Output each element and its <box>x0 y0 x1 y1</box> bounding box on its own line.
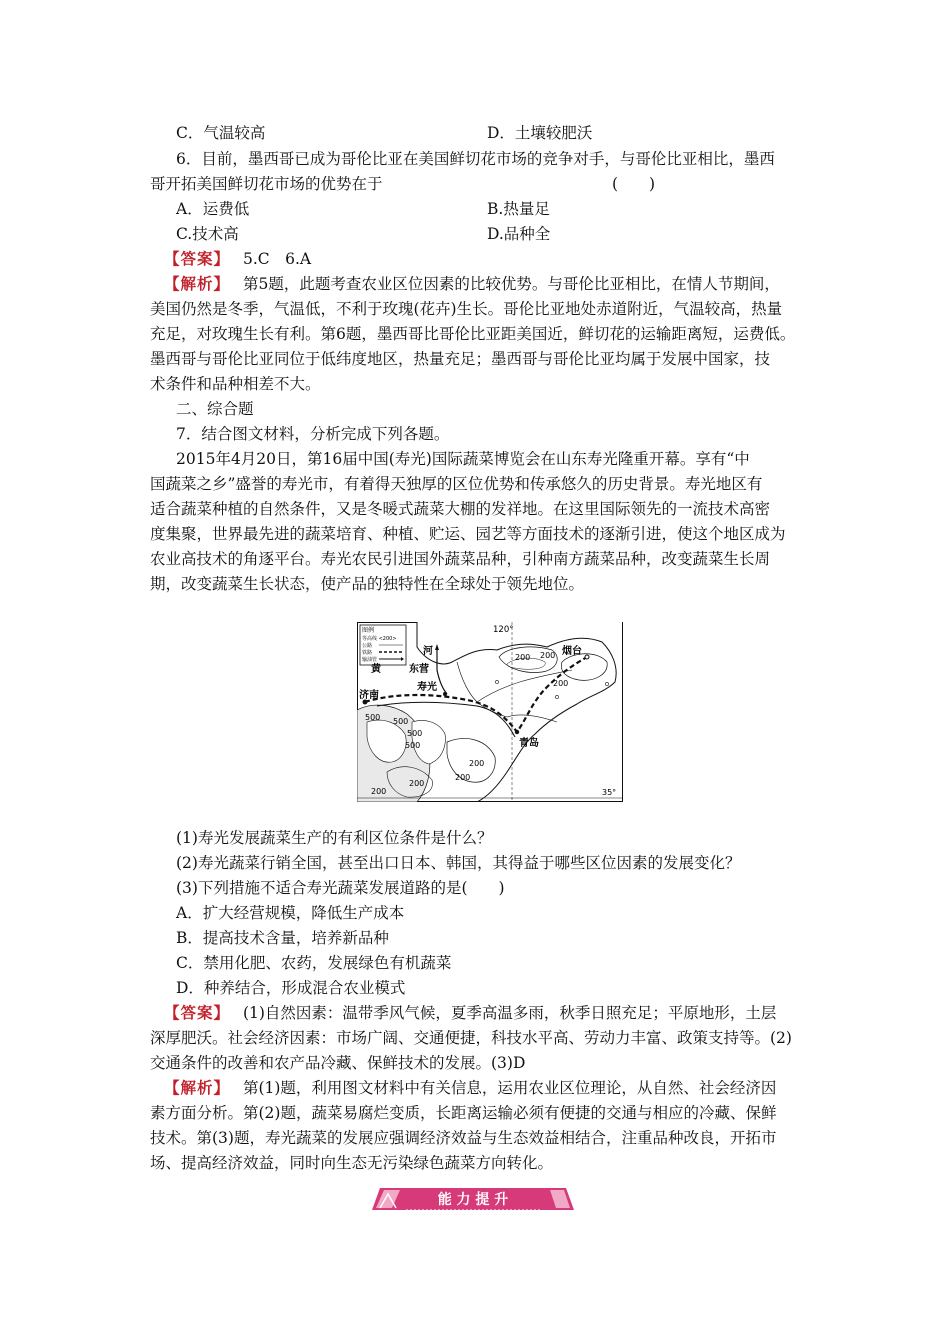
city-shouguang: 寿光 <box>417 682 437 693</box>
q7-paragraph: 国蔬菜之乡”盛誉的寿光市，有着得天独厚的区位优势和传承悠久的历史背景。寿光地区有 <box>150 475 763 493</box>
q6-stem-line2: 哥开拓美国鲜切花市场的优势在于 <box>150 175 383 193</box>
q7-option-d: D．种养结合，形成混合农业模式 <box>176 979 406 997</box>
city-yantai: 烟台 <box>562 646 582 657</box>
analysis-line: 场、提高经济效益，同时向生态无污染绿色蔬菜方向转化。 <box>150 1154 554 1172</box>
legend-road: 公路 <box>362 643 373 649</box>
contour-label: 200 <box>469 759 485 768</box>
city-qingdao: 青岛 <box>519 738 539 749</box>
lon-label: 120° <box>493 625 514 635</box>
contour-label: 200 <box>409 779 425 788</box>
q7-intro: 7．结合图文材料，分析完成下列各题。 <box>176 425 450 443</box>
analysis-line: 术条件和品种相差不大。 <box>150 375 321 393</box>
analysis-tag: 【解析】 <box>164 275 231 293</box>
section-heading: 二、综合题 <box>176 400 254 418</box>
q6-option-c: C.技术高 <box>176 225 239 243</box>
contour-label: 500 <box>393 717 409 726</box>
analysis-line: 技术。第(3)题，寿光蔬菜的发展应强调经济效益与生态效益相结合，注重品种改良，开拓市 <box>150 1129 777 1147</box>
legend-contour: 等高线 <200> <box>362 636 397 642</box>
ability-banner <box>370 1186 576 1212</box>
contour-label: 200 <box>540 651 556 660</box>
q7-sub2: (2)寿光蔬菜行销全国，甚至出口日本、韩国，其得益于哪些区位因素的发展变化？ <box>176 854 741 872</box>
q6-stem-line1: 6．目前，墨西哥已成为哥伦比亚在美国鲜切花市场的竞争对手，与哥伦比亚相比，墨西 <box>176 150 775 168</box>
answer-block-1 <box>164 247 311 271</box>
lat-label: 35° <box>602 788 617 797</box>
legend-rail: 铁路 <box>362 650 373 656</box>
answer-text: 5.C 6.A <box>242 250 312 268</box>
q7-paragraph: 度集聚，世界最先进的蔬菜培育、种植、贮运、园艺等方面技术的逐渐引进，使这个地区成为 <box>150 525 786 543</box>
q7-paragraph: 期，改变蔬菜生长状态，使产品的独特性在全球处于领先地位。 <box>150 575 585 593</box>
analysis-line: 充足，对玫瑰生长有利。第6题，墨西哥比哥伦比亚距美国近，鲜切花的运输距离短，运费低。 <box>150 325 796 343</box>
q5-option-d: D．土壤较肥沃 <box>487 124 593 142</box>
q6-paren: ( ) <box>612 175 656 193</box>
analysis-block-1 <box>164 272 780 296</box>
answer-line: 交通条件的改善和农产品冷藏、保鲜技术的发展。(3)D <box>150 1054 526 1072</box>
contour-label: 200 <box>515 653 531 662</box>
legend-title: 图例 <box>362 627 375 634</box>
analysis-line: 第(1)题，利用图文材料中有关信息，运用农业区位理论，从自然、社会经济因 <box>242 1079 777 1097</box>
contour-label: 500 <box>365 713 381 722</box>
contour-label: 500 <box>405 741 421 750</box>
city-jinan: 济南 <box>359 690 379 701</box>
q7-paragraph: 适合蔬菜种植的自然条件，又是冬暖式蔬菜大棚的发祥地。在这里国际领先的一流技术高密 <box>150 500 771 518</box>
contour-label: 200 <box>455 773 471 782</box>
analysis-block-2 <box>164 1076 776 1100</box>
analysis-line: 第5题，此题考查农业区位因素的比较优势。与哥伦比亚相比，在情人节期间， <box>242 275 780 293</box>
contour-label: 200 <box>553 679 569 688</box>
q6-option-a: A．运费低 <box>176 200 250 218</box>
q5-option-c: C．气温较高 <box>176 124 266 142</box>
banner-text: 能 力 提 升 <box>437 1192 509 1208</box>
contour-label: 200 <box>371 787 387 796</box>
answer-tag: 【答案】 <box>164 1004 231 1022</box>
shandong-map <box>357 622 623 802</box>
analysis-tag: 【解析】 <box>164 1079 231 1097</box>
q7-paragraph: 农业高技术的角逐平台。寿光农民引进国外蔬菜品种，引种南方蔬菜品种，改变蔬菜生长周 <box>150 550 771 568</box>
analysis-line: 美国仍然是冬季，气温低，不利于玫瑰(花卉)生长。哥伦比亚地处赤道附近，气温较高，热量 <box>150 300 783 318</box>
q6-option-d: D.品种全 <box>487 225 551 243</box>
legend-pipe: 输油管 <box>362 657 378 663</box>
q6-option-b: B.热量足 <box>487 200 550 218</box>
city-dongying: 东营 <box>409 664 429 675</box>
answer-line: (1)自然因素：温带季风气候，夏季高温多雨，秋季日照充足；平原地形，土层 <box>242 1004 777 1022</box>
label-he: 河 <box>423 646 433 657</box>
q7-paragraph: 2015年4月20日，第16届中国(寿光)国际蔬菜博览会在山东寿光隆重开幕。享有“中 <box>176 450 750 468</box>
contour-label: 500 <box>407 729 423 738</box>
q7-option-a: A．扩大经营规模，降低生产成本 <box>176 904 405 922</box>
answer-block-2 <box>164 1001 776 1025</box>
analysis-line: 素方面分析。第(2)题，蔬菜易腐烂变质，长距离运输必须有便捷的交通与相应的冷藏、保鲜 <box>150 1104 777 1122</box>
q7-option-c: C．禁用化肥、农药，发展绿色有机蔬菜 <box>176 954 452 972</box>
q7-sub1: (1)寿光发展蔬菜生产的有利区位条件是什么？ <box>176 829 493 847</box>
answer-tag: 【答案】 <box>164 250 231 268</box>
q7-option-b: B．提高技术含量，培养新品种 <box>176 929 389 947</box>
answer-line: 深厚肥沃。社会经济因素：市场广阔、交通便捷，科技水平高、劳动力丰富、政策支持等。(2) <box>150 1029 792 1047</box>
q7-sub3: (3)下列措施不适合寿光蔬菜发展道路的是( ) <box>176 879 505 897</box>
analysis-line: 墨西哥与哥伦比亚同位于低纬度地区，热量充足；墨西哥与哥伦比亚均属于发展中国家，技 <box>150 350 771 368</box>
label-huang: 黄 <box>371 664 381 675</box>
